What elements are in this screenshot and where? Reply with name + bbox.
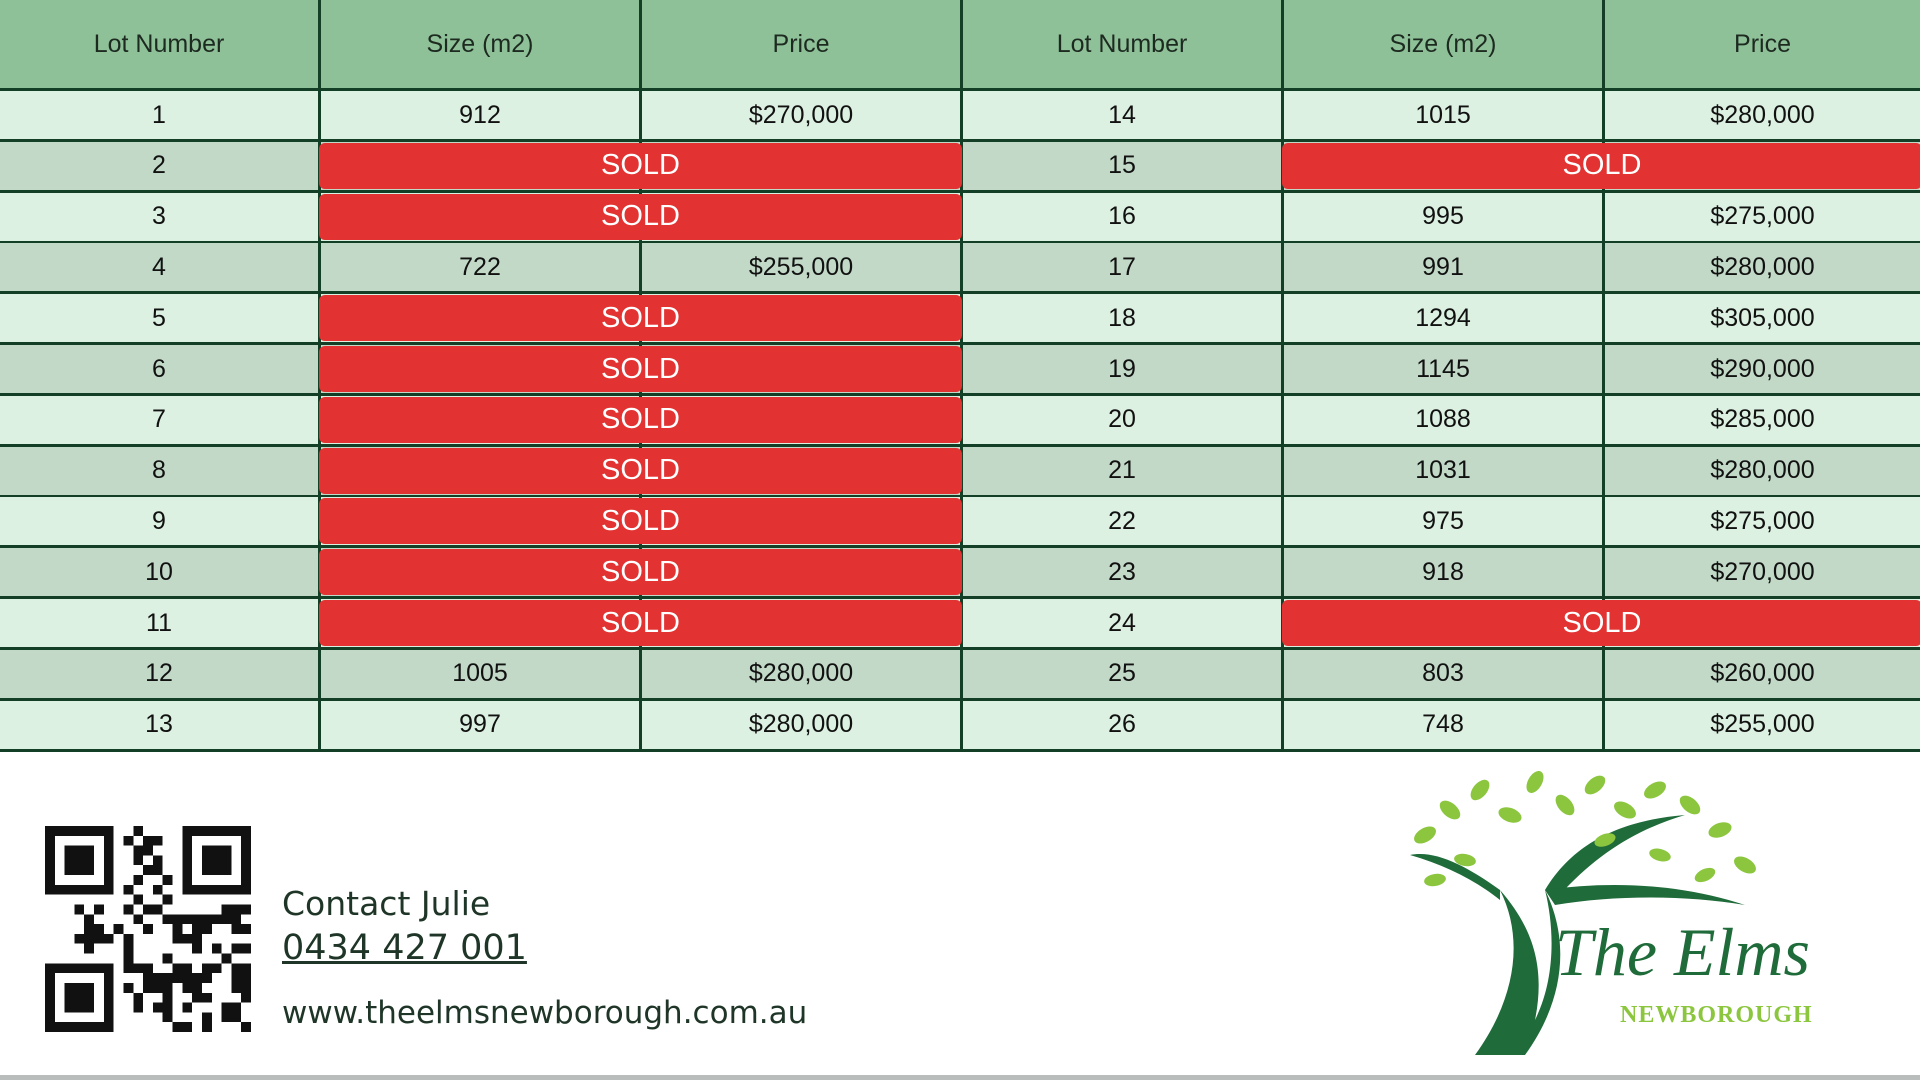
sold-banner: SOLD xyxy=(319,600,962,646)
price-cell: $255,000 xyxy=(1605,701,1920,749)
table-row xyxy=(0,701,1920,749)
size-cell: 995 xyxy=(1284,193,1602,241)
price-cell: $280,000 xyxy=(1605,243,1920,291)
table-row xyxy=(0,91,1920,139)
lot-number-cell: 14 xyxy=(963,91,1281,139)
price-cell: $260,000 xyxy=(1605,650,1920,698)
table-row xyxy=(0,193,1920,241)
website-link[interactable]: www.theelmsnewborough.com.au xyxy=(282,995,808,1031)
lot-number-cell: 20 xyxy=(963,396,1281,444)
column-header: Lot Number xyxy=(0,0,318,88)
lot-number-cell: 24 xyxy=(963,599,1281,647)
sold-banner: SOLD xyxy=(319,295,962,341)
size-cell: 1088 xyxy=(1284,396,1602,444)
lot-number-cell: 17 xyxy=(963,243,1281,291)
table-row xyxy=(0,599,1920,647)
price-cell: $270,000 xyxy=(642,91,960,139)
size-cell: 1005 xyxy=(321,650,639,698)
size-cell: 1031 xyxy=(1284,447,1602,495)
sold-banner: SOLD xyxy=(1282,143,1920,189)
lot-number-cell: 18 xyxy=(963,294,1281,342)
contact-name: Contact Julie xyxy=(282,884,491,923)
lot-number-cell: 16 xyxy=(963,193,1281,241)
table-row xyxy=(0,345,1920,393)
table-row xyxy=(0,650,1920,698)
price-cell: $255,000 xyxy=(642,243,960,291)
tree-logo-icon xyxy=(1405,770,1885,1060)
column-header: Price xyxy=(642,0,960,88)
lot-number-cell: 13 xyxy=(0,701,318,749)
sold-banner: SOLD xyxy=(319,194,962,240)
table-row xyxy=(0,142,1920,190)
price-cell: $280,000 xyxy=(1605,91,1920,139)
sold-banner: SOLD xyxy=(319,448,962,494)
lot-number-cell: 8 xyxy=(0,447,318,495)
price-cell: $275,000 xyxy=(1605,193,1920,241)
price-cell: $280,000 xyxy=(642,701,960,749)
size-cell: 748 xyxy=(1284,701,1602,749)
contact-phone-link[interactable]: 0434 427 001 xyxy=(282,928,527,968)
lot-number-cell: 2 xyxy=(0,142,318,190)
price-cell: $305,000 xyxy=(1605,294,1920,342)
sold-banner: SOLD xyxy=(1282,600,1920,646)
table-row xyxy=(0,497,1920,545)
price-cell: $290,000 xyxy=(1605,345,1920,393)
lot-number-cell: 12 xyxy=(0,650,318,698)
size-cell: 1145 xyxy=(1284,345,1602,393)
price-cell: $280,000 xyxy=(1605,447,1920,495)
logo-title: The Elms xyxy=(1555,914,1810,990)
table-row xyxy=(0,294,1920,342)
lot-number-cell: 10 xyxy=(0,548,318,596)
column-header: Price xyxy=(1605,0,1920,88)
sold-banner: SOLD xyxy=(319,498,962,544)
table-row xyxy=(0,548,1920,596)
size-cell: 912 xyxy=(321,91,639,139)
price-cell: $285,000 xyxy=(1605,396,1920,444)
lot-number-cell: 7 xyxy=(0,396,318,444)
price-cell: $275,000 xyxy=(1605,497,1920,545)
lot-number-cell: 4 xyxy=(0,243,318,291)
size-cell: 991 xyxy=(1284,243,1602,291)
table-header-row xyxy=(0,0,1920,88)
lot-number-cell: 11 xyxy=(0,599,318,647)
column-header: Size (m2) xyxy=(321,0,639,88)
size-cell: 1015 xyxy=(1284,91,1602,139)
size-cell: 918 xyxy=(1284,548,1602,596)
sold-banner: SOLD xyxy=(319,143,962,189)
lot-number-cell: 23 xyxy=(963,548,1281,596)
sold-banner: SOLD xyxy=(319,346,962,392)
lot-number-cell: 22 xyxy=(963,497,1281,545)
price-cell: $270,000 xyxy=(1605,548,1920,596)
lot-number-cell: 1 xyxy=(0,91,318,139)
size-cell: 997 xyxy=(321,701,639,749)
lot-number-cell: 15 xyxy=(963,142,1281,190)
lot-number-cell: 19 xyxy=(963,345,1281,393)
table-row xyxy=(0,243,1920,291)
logo-subtitle: NEWBOROUGH xyxy=(1620,1002,1813,1028)
column-header: Lot Number xyxy=(963,0,1281,88)
lot-number-cell: 6 xyxy=(0,345,318,393)
size-cell: 975 xyxy=(1284,497,1602,545)
qr-code-icon[interactable] xyxy=(45,826,251,1032)
lot-number-cell: 26 xyxy=(963,701,1281,749)
size-cell: 1294 xyxy=(1284,294,1602,342)
price-cell: $280,000 xyxy=(642,650,960,698)
column-header: Size (m2) xyxy=(1284,0,1602,88)
lot-number-cell: 5 xyxy=(0,294,318,342)
bottom-divider xyxy=(0,1075,1920,1080)
sold-banner: SOLD xyxy=(319,549,962,595)
sold-banner: SOLD xyxy=(319,397,962,443)
lot-number-cell: 21 xyxy=(963,447,1281,495)
size-cell: 803 xyxy=(1284,650,1602,698)
size-cell: 722 xyxy=(321,243,639,291)
lot-number-cell: 25 xyxy=(963,650,1281,698)
table-row xyxy=(0,447,1920,495)
lot-number-cell: 9 xyxy=(0,497,318,545)
table-row xyxy=(0,396,1920,444)
lot-number-cell: 3 xyxy=(0,193,318,241)
